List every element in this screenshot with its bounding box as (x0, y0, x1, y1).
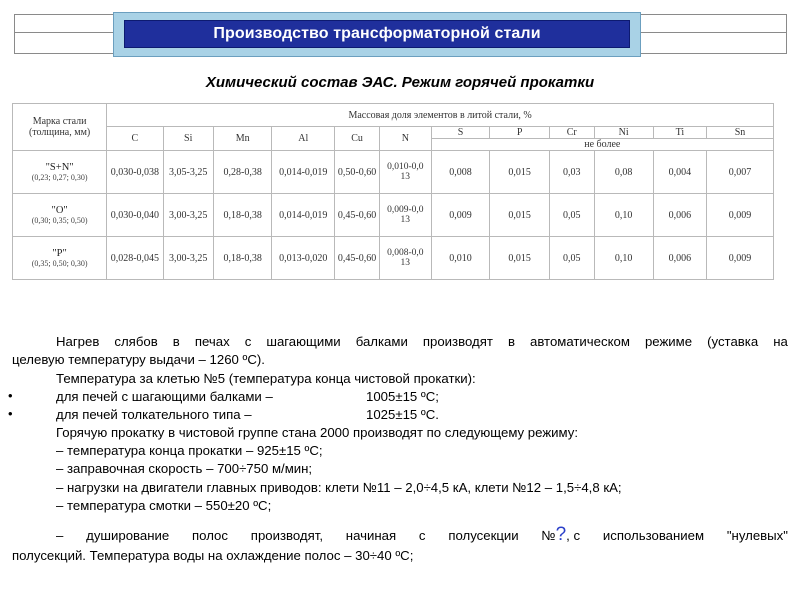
element-c: C (107, 127, 163, 151)
bullet-dot: • (8, 388, 13, 403)
number-sign: № (541, 528, 556, 543)
cell-cu: 0,50-0,60 (335, 151, 380, 194)
mode-item-4: – температура смотки – 550±20 ºC; (56, 498, 272, 513)
word: в (172, 334, 180, 349)
word: автоматическом (530, 334, 630, 349)
word: производят, (250, 528, 323, 543)
cell-cr: 0,05 (549, 237, 594, 280)
cell-ni: 0,10 (594, 194, 653, 237)
cell-c: 0,030-0,040 (107, 194, 163, 237)
word: Нагрев (56, 334, 100, 349)
cell-sn: 0,009 (706, 194, 773, 237)
element-ni: Ni (594, 127, 653, 139)
bullet-dot: • (8, 406, 13, 421)
table-row (13, 194, 774, 237)
element-cr: Cr (549, 127, 594, 139)
word: режиме (644, 334, 693, 349)
bullet1-value: 1005±15 ºC; (366, 389, 439, 404)
mode-item-3: – нагрузки на двигатели главных приводов: клети №11 – 2,0÷4,5 кА, клети №12 – 1,5÷4,8 кА; (56, 480, 622, 495)
table-header-row (13, 104, 774, 127)
grade-name: "P" (52, 248, 67, 259)
word: в (507, 334, 515, 349)
cell-n-line1: 0,008-0,0 (387, 248, 424, 258)
cell-cr: 0,03 (549, 151, 594, 194)
cell-n-line1: 0,009-0,0 (387, 205, 424, 215)
title-banner-inner (124, 20, 630, 48)
cell-mn: 0,18-0,38 (213, 237, 272, 280)
table-row (13, 237, 774, 280)
cell-p: 0,015 (490, 237, 550, 280)
cell-s: 0,009 (431, 194, 490, 237)
cell-s: 0,010 (431, 237, 490, 280)
bullet2-label: для печей толкательного типа – (56, 407, 252, 422)
grade-thickness: (0,35; 0,50; 0,30) (31, 259, 88, 268)
bullet2-value: 1025±15 ºC. (366, 407, 439, 422)
cell-c: 0,028-0,045 (107, 237, 163, 280)
bullet1-label: для печей с шагающими балками – (56, 389, 273, 404)
element-p: P (490, 127, 550, 139)
header-frame-right (641, 14, 787, 54)
max-note-cell: не более (431, 139, 773, 151)
element-cu: Cu (335, 127, 380, 151)
mode-item-2: – заправочная скорость – 700÷750 м/мин; (56, 461, 313, 476)
grade-name: "O" (51, 205, 68, 216)
word: производят (422, 334, 493, 349)
element-si: Si (163, 127, 213, 151)
cell-p: 0,015 (490, 194, 550, 237)
element-ti: Ti (653, 127, 706, 139)
mode-item-5-line1 (56, 526, 788, 545)
element-n: N (380, 127, 432, 151)
grade-header-line2: (толщина, мм) (28, 127, 91, 138)
word: полос (192, 528, 228, 543)
word: начиная (345, 528, 397, 543)
cell-al: 0,014-0,019 (272, 151, 335, 194)
cell-n-line2: 13 (400, 172, 411, 182)
cell-n-line2: 13 (400, 215, 411, 225)
word: полусекции (448, 528, 519, 543)
header-rule-right (641, 32, 786, 33)
word: (уставка (707, 334, 759, 349)
cell-n-line1: 0,010-0,0 (387, 162, 424, 172)
word: слябов (114, 334, 158, 349)
grade-cell (13, 237, 107, 280)
mode-intro: Горячую прокатку в чистовой группе стана 2000 производят по следующему режиму: (56, 425, 578, 440)
cell-si: 3,00-3,25 (163, 194, 213, 237)
mass-header-cell: Массовая доля элементов в литой стали, % (107, 104, 774, 127)
cell-s: 0,008 (431, 151, 490, 194)
cell-ti: 0,006 (653, 194, 706, 237)
grade-header-cell (13, 104, 107, 151)
header-rule-left (14, 32, 114, 33)
word: использованием (602, 528, 705, 543)
cell-n-line2: 13 (400, 258, 411, 268)
cell-sn: 0,009 (706, 237, 773, 280)
word: с (418, 528, 426, 543)
word: на (773, 334, 788, 349)
header-frame-left (14, 14, 115, 54)
word: "нулевых" (726, 528, 788, 543)
cell-ni: 0,08 (594, 151, 653, 194)
cell-cr: 0,05 (549, 194, 594, 237)
element-s: S (431, 127, 490, 139)
grade-thickness: (0,23; 0,27; 0,30) (31, 173, 88, 182)
grade-thickness: (0,30; 0,35; 0,50) (31, 216, 88, 225)
composition-table (12, 103, 774, 280)
grade-cell (13, 151, 107, 194)
cell-ti: 0,006 (653, 237, 706, 280)
paragraph-heating-line1 (56, 333, 788, 351)
word: шагающими (266, 334, 341, 349)
cell-al: 0,014-0,019 (272, 194, 335, 237)
cell-p: 0,015 (490, 151, 550, 194)
grade-cell (13, 194, 107, 237)
mode-item-1: – температура конца прокатки – 925±15 ºC; (56, 443, 323, 458)
title-banner (113, 12, 641, 57)
cell-c: 0,030-0,038 (107, 151, 163, 194)
grade-header-line1: Марка стали (32, 116, 87, 127)
word: – (56, 528, 64, 543)
cell-si: 3,05-3,25 (163, 151, 213, 194)
word: , с (566, 528, 581, 543)
cell-cu: 0,45-0,60 (335, 237, 380, 280)
word: душирование (86, 528, 170, 543)
cell-ni: 0,10 (594, 237, 653, 280)
word: балками (355, 334, 408, 349)
word: печах (194, 334, 230, 349)
cell-n (380, 194, 432, 237)
cell-ti: 0,004 (653, 151, 706, 194)
cell-cu: 0,45-0,60 (335, 194, 380, 237)
grade-name: "S+N" (45, 162, 74, 173)
slide-subtitle: Химический состав ЭАС. Режим горячей прокатки (205, 74, 595, 91)
page-title: Производство трансформаторной стали (213, 25, 541, 42)
cell-si: 3,00-3,25 (163, 237, 213, 280)
table-row (13, 151, 774, 194)
cell-al: 0,013-0,020 (272, 237, 335, 280)
element-al: Al (272, 127, 335, 151)
element-mn: Mn (213, 127, 272, 151)
cell-sn: 0,007 (706, 151, 773, 194)
element-sn: Sn (706, 127, 773, 139)
cell-n (380, 151, 432, 194)
unknown-number-mark: ? (555, 524, 567, 545)
section-number (541, 526, 580, 545)
word: с (244, 334, 252, 349)
cell-n (380, 237, 432, 280)
cell-mn: 0,28-0,38 (213, 151, 272, 194)
temperature-intro: Температура за клетью №5 (температура конца чистовой прокатки): (56, 371, 476, 386)
mode-item-5-line2: полусекций. Температура воды на охлаждение полос – 30÷40 ºC; (12, 548, 414, 563)
cell-mn: 0,18-0,38 (213, 194, 272, 237)
paragraph-heating-line2: целевую температуру выдачи – 1260 ºC). (12, 352, 265, 367)
table-elements-row (13, 127, 774, 139)
